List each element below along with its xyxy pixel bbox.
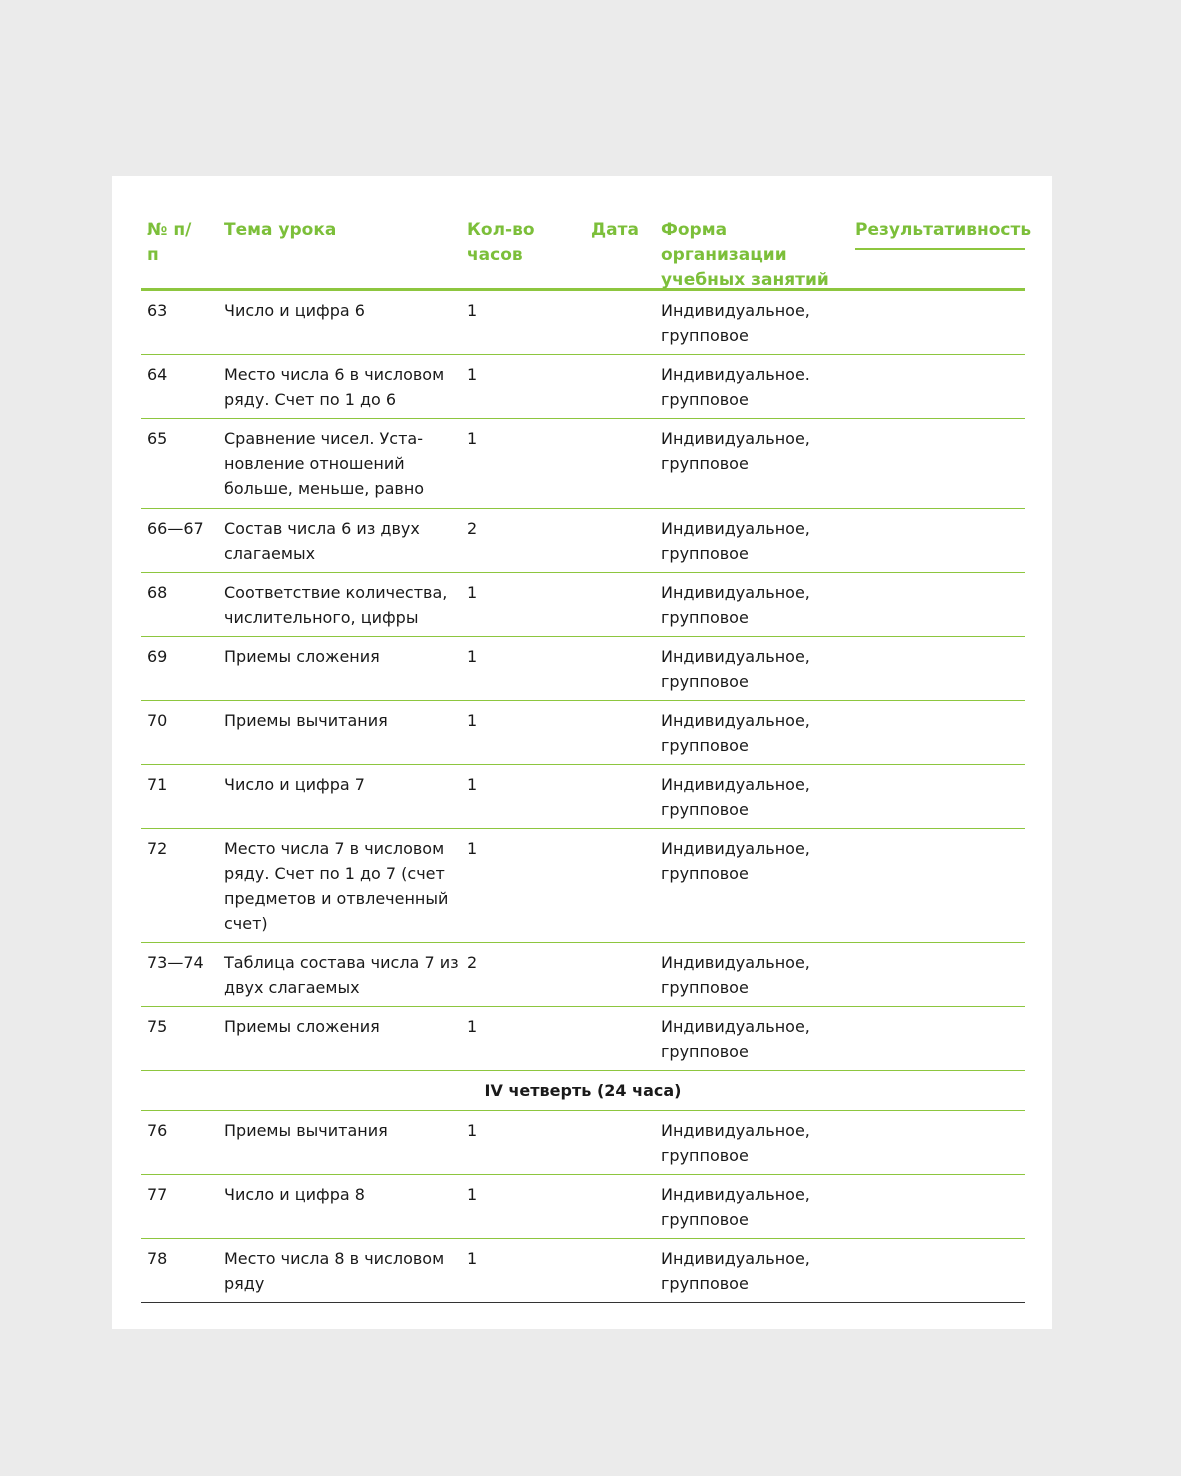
table-row [141,1239,1025,1303]
row-topic: Сравнение чисел. Уста-новление отношений больше, меньше, равно [224,429,425,498]
row-topic: Таблица состава числа 7 из двух слагаемых [224,953,459,997]
row-form: Индивидуальное, групповое [661,953,810,997]
row-num: 78 [147,1249,168,1268]
row-num: 71 [147,775,168,794]
table-row [141,1007,1025,1071]
row-num: 77 [147,1185,168,1204]
table-row [141,943,1025,1007]
header-topic: Тема урока [224,220,337,240]
table-row [141,701,1025,765]
row-hours: 1 [467,365,478,384]
row-form: Индивидуальное, групповое [661,1185,810,1229]
row-hours: 1 [467,429,478,448]
table-row [141,1175,1025,1239]
row-hours: 2 [467,953,478,972]
row-num: 63 [147,301,168,320]
row-topic: Соответствие количества, числительного, цифры [224,583,448,627]
table-row [141,829,1025,943]
row-hours: 1 [467,711,478,730]
lesson-plan-table [141,216,1032,1303]
row-num: 73—74 [147,953,204,972]
table-header [141,216,1032,291]
row-hours: 1 [467,775,478,794]
row-hours: 1 [467,1017,478,1036]
row-form: Индивидуальное, групповое [661,583,810,627]
row-num: 76 [147,1121,168,1140]
row-topic: Приемы сложения [224,1017,380,1036]
row-hours: 1 [467,1185,478,1204]
table-row [141,509,1025,573]
row-form: Индивидуальное, групповое [661,429,810,473]
table-row [141,637,1025,701]
row-topic: Приемы сложения [224,647,380,666]
row-num: 75 [147,1017,168,1036]
header-form: Форма организации учебных занятий [661,220,829,290]
row-form: Индивидуальное, групповое [661,711,810,755]
header-num: № п/п [147,220,192,265]
row-topic: Число и цифра 8 [224,1185,365,1204]
row-num: 64 [147,365,168,384]
row-form: Индивидуальное, групповое [661,839,810,883]
row-num: 69 [147,647,168,666]
row-hours: 1 [467,1249,478,1268]
table-row [141,419,1025,509]
row-num: 65 [147,429,168,448]
row-form: Индивидуальное, групповое [661,1121,810,1165]
row-topic: Приемы вычитания [224,1121,388,1140]
row-hours: 1 [467,647,478,666]
row-form: Индивидуальное, групповое [661,647,810,691]
row-hours: 1 [467,1121,478,1140]
row-topic: Число и цифра 7 [224,775,365,794]
row-num: 68 [147,583,168,602]
row-form: Индивидуальное, групповое [661,1249,810,1293]
header-hours: Кол-во часов [467,220,535,265]
row-num: 66—67 [147,519,204,538]
quarter-heading: IV четверть (24 часа) [141,1071,1025,1111]
row-hours: 1 [467,583,478,602]
row-hours: 2 [467,519,478,538]
row-num: 70 [147,711,168,730]
table-row [141,573,1025,637]
document-page [112,176,1052,1329]
header-date: Дата [591,220,639,240]
row-topic: Число и цифра 6 [224,301,365,320]
row-topic: Место числа 8 в числовом ряду [224,1249,445,1293]
table-row [141,765,1025,829]
row-topic: Приемы вычитания [224,711,388,730]
table-row [141,355,1025,419]
table-row [141,1111,1025,1175]
row-form: Индивидуальное, групповое [661,519,810,563]
row-form: Индивидуальное, групповое [661,775,810,819]
header-result: Результативность [855,218,1025,250]
row-form: Индивидуальное, групповое [661,301,810,345]
row-hours: 1 [467,301,478,320]
row-form: Индивидуальное. групповое [661,365,810,409]
row-hours: 1 [467,839,478,858]
table-row [141,291,1025,355]
row-topic: Место числа 6 в числовом ряду. Счет по 1 до 6 [224,365,445,409]
row-form: Индивидуальное, групповое [661,1017,810,1061]
row-topic: Состав числа 6 из двух слагаемых [224,519,420,563]
row-topic: Место числа 7 в числовом ряду. Счет по 1 до 7 (счет предметов и отвлеченный счет) [224,839,449,933]
row-num: 72 [147,839,168,858]
